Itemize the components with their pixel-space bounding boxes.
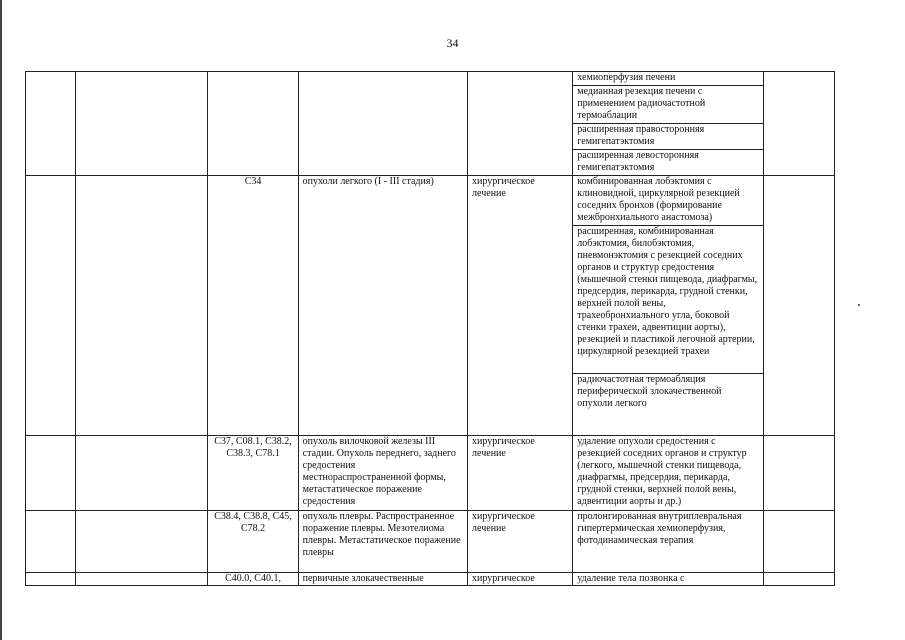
group-cell bbox=[76, 511, 208, 573]
table-row bbox=[26, 176, 835, 226]
table-row bbox=[26, 573, 835, 586]
method-cell: хемиоперфузия печени bbox=[573, 72, 763, 86]
method-cell: удаление тела позвонка с bbox=[573, 573, 763, 586]
method-cell: расширенная правосторонняя гемигепатэктомия bbox=[573, 124, 763, 150]
method-cell: радиочастотная термоабляция периферической злокачественной опухоли легкого bbox=[573, 374, 763, 436]
code-cell: C38.4, C38.8, C45, C78.2 bbox=[208, 511, 298, 573]
group-cell bbox=[76, 72, 208, 176]
diagnosis-cell: опухоль плевры. Распространенное поражение плевры. Мезотелиома плевры. Метастатическое поражение плевры bbox=[298, 511, 467, 573]
method-cell: комбинированная лобэктомия с клиновидной, циркулярной резекцией соседних бронхов (формирование межбронхиального анастомоза) bbox=[573, 176, 763, 226]
group-cell bbox=[76, 176, 208, 436]
page-number: 34 bbox=[446, 36, 459, 50]
extra-cell bbox=[763, 72, 834, 176]
code-cell: C40.0, C40.1, bbox=[208, 573, 298, 586]
index-cell bbox=[26, 176, 76, 436]
code-cell: C37, C08.1, C38.2, C38.3, C78.1 bbox=[208, 436, 298, 511]
extra-cell bbox=[763, 573, 834, 586]
treatment-cell: хирургическое лечение bbox=[468, 436, 573, 511]
scan-artifact-dot bbox=[858, 304, 860, 306]
treatment-cell bbox=[468, 72, 573, 176]
diagnosis-cell: опухоль вилочковой железы III стадии. Опухоль переднего, заднего средостения местнораспространенной формы, метастатическое поражение средостения bbox=[298, 436, 467, 511]
diagnosis-cell: опухоли легкого (I - III стадия) bbox=[298, 176, 467, 436]
index-cell bbox=[26, 72, 76, 176]
code-cell: C34 bbox=[208, 176, 298, 436]
method-cell: расширенная, комбинированная лобэктомия, билобэктомия, пневмонэктомия с резекцией соседних органов и структур средостения (мышечной стенки пищевода, диафрагмы, предсердия, перикарда, грудной стенки, верхней полой вены, трахеобронхиального угла, боковой стенки трахеи, адвентиции аорты), резекцией и пластикой легочной артерии, циркулярной резекцией трахеи bbox=[573, 226, 763, 374]
code-cell bbox=[208, 72, 298, 176]
table-row bbox=[26, 436, 835, 511]
table-row bbox=[26, 511, 835, 573]
extra-cell bbox=[763, 511, 834, 573]
diagnosis-cell: первичные злокачественные bbox=[298, 573, 467, 586]
index-cell bbox=[26, 511, 76, 573]
diagnosis-cell bbox=[298, 72, 467, 176]
method-cell: удаление опухоли средостения с резекцией соседних органов и структур (легкого, мышечной стенки пищевода, диафрагмы, предсердия, перикарда, грудной стенки, верхней полой вены, адвентиции аорты и др.) bbox=[573, 436, 763, 511]
group-cell bbox=[76, 573, 208, 586]
extra-cell bbox=[763, 436, 834, 511]
group-cell bbox=[76, 436, 208, 511]
method-cell: пролонгированная внутриплевральная гипертермическая хемиоперфузия, фотодинамическая терапия bbox=[573, 511, 763, 573]
table-row bbox=[26, 72, 835, 86]
index-cell bbox=[26, 573, 76, 586]
page-left-edge bbox=[0, 0, 2, 640]
procedures-table bbox=[25, 71, 835, 586]
treatment-cell: хирургическое лечение bbox=[468, 176, 573, 436]
treatment-cell: хирургическое лечение bbox=[468, 511, 573, 573]
treatment-cell: хирургическое bbox=[468, 573, 573, 586]
method-cell: медианная резекция печени с применением радиочастотной термоаблации bbox=[573, 86, 763, 124]
method-cell: расширенная левосторонняя гемигепатэктомия bbox=[573, 150, 763, 176]
index-cell bbox=[26, 436, 76, 511]
extra-cell bbox=[763, 176, 834, 436]
